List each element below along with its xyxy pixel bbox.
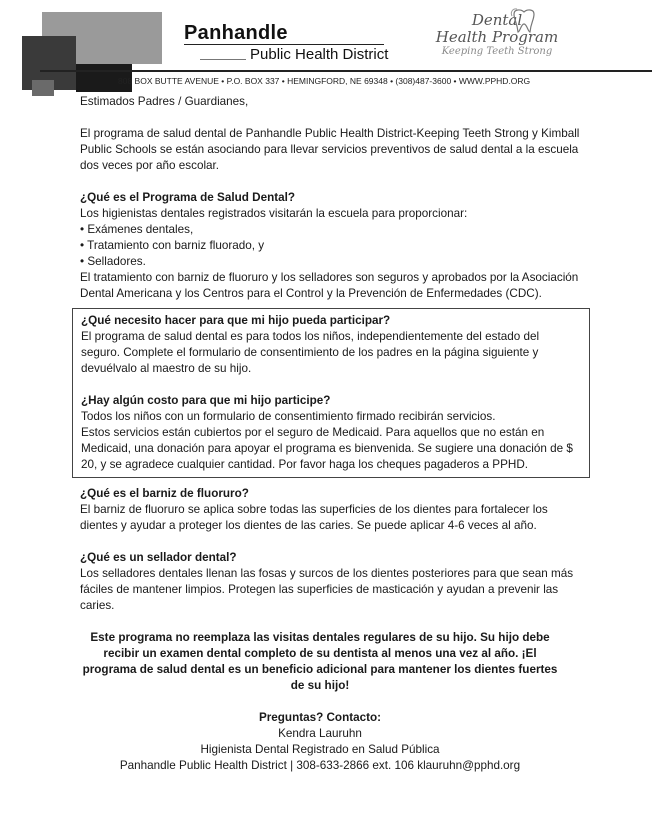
q5-heading: ¿Qué es un sellador dental? bbox=[80, 551, 237, 564]
closing-statement: Este programa no reemplaza las visitas dentales regulares de su hijo. Su hijo debe recibir un examen dental completo de su dentista al menos una vez al año. ¡El programa de salud dental es un beneficio adicional para mantener los dientes fuertes de su hijo! bbox=[82, 631, 558, 692]
services-list bbox=[80, 222, 580, 270]
q1-tail: El tratamiento con barniz de fluoruro y los selladores son seguros y aprobados por la Asociación Dental Americana y los Centros para el Control y la Prevención de Enfermedades (CDC). bbox=[80, 271, 579, 300]
org-dash-rule bbox=[200, 59, 246, 60]
contact-line: Panhandle Public Health District | 308-633-2866 ext. 106 klauruhn@pphd.org bbox=[119, 759, 521, 772]
letterhead-rule bbox=[40, 70, 652, 72]
list-item: • Exámenes dentales, bbox=[80, 223, 194, 236]
greeting: Estimados Padres / Guardianes, bbox=[80, 95, 249, 108]
q4-heading: ¿Qué es el barniz de fluoruro? bbox=[80, 487, 249, 500]
q3-body-1: Todos los niños con un formulario de consentimiento firmado recibirán servicios. bbox=[81, 410, 496, 423]
q1-heading: ¿Qué es el Programa de Salud Dental? bbox=[80, 191, 295, 204]
org-name-rule bbox=[184, 44, 384, 45]
dental-program-logo bbox=[432, 12, 562, 68]
intro-paragraph: El programa de salud dental de Panhandle Public Health District-Keeping Teeth Strong y Kimball Public Schools se están asociando para llevar servicios preventivos de salud dental a la escuela dos veces por año escolar. bbox=[80, 127, 580, 172]
participation-box bbox=[72, 308, 590, 478]
org-name: Panhandle bbox=[184, 22, 288, 44]
q2-heading: ¿Qué necesito hacer para que mi hijo pueda participar? bbox=[81, 314, 391, 327]
contact-heading: Preguntas? Contacto: bbox=[258, 711, 382, 724]
q3-body-2: Estos servicios están cubiertos por el seguro de Medicaid. Para aquellos que no están en Medicaid, una donación para apoyar el programa es bienvenida. Se sugiere una donación de $ 20, y se agradece cualquier cantidad. Por favor haga los cheques pagaderos a PPHD. bbox=[81, 426, 573, 471]
list-item: • Selladores. bbox=[80, 255, 146, 268]
q1-lead: Los higienistas dentales registrados visitarán la escuela para proporcionar: bbox=[80, 207, 468, 220]
tooth-icon bbox=[510, 8, 538, 34]
q2-body: El programa de salud dental es para todos los niños, independientemente del estado del seguro. Complete el formulario de consentimiento de los padres en la página siguiente y devuélvalo al maestro de su hijo. bbox=[81, 330, 540, 375]
q3-heading: ¿Hay algún costo para que mi hijo participe? bbox=[81, 394, 331, 407]
dental-logo-line2: Health Program bbox=[435, 28, 559, 46]
q5-body: Los selladores dentales llenan las fosas y surcos de los dientes posteriores para que sean más fáciles de mantener limpios. Protegen las superficies de masticación y ayudan a prevenir las caries. bbox=[80, 567, 574, 612]
dental-logo-tagline: Keeping Teeth Strong bbox=[441, 46, 553, 57]
q4-body: El barniz de fluoruro se aplica sobre todas las superficies de los dientes para fortalecer los dientes y ayudar a proteger los dientes de las caries. Se puede aplicar 4-6 veces al año. bbox=[80, 503, 548, 532]
list-item: • Tratamiento con barniz fluorado, y bbox=[80, 239, 265, 252]
dental-logo-line1: Dental bbox=[471, 11, 523, 29]
contact-title: Higienista Dental Registrado en Salud Pública bbox=[200, 743, 440, 756]
letter-body bbox=[80, 94, 580, 774]
org-subtitle: Public Health District bbox=[250, 46, 389, 63]
logo-block-small bbox=[32, 80, 54, 96]
contact-name: Kendra Lauruhn bbox=[278, 727, 362, 740]
letterhead-address: 808 BOX BUTTE AVENUE • P.O. BOX 337 • HEMINGFORD, NE 69348 • (308)487-3600 • WWW.PPHD.ORG bbox=[118, 76, 531, 86]
